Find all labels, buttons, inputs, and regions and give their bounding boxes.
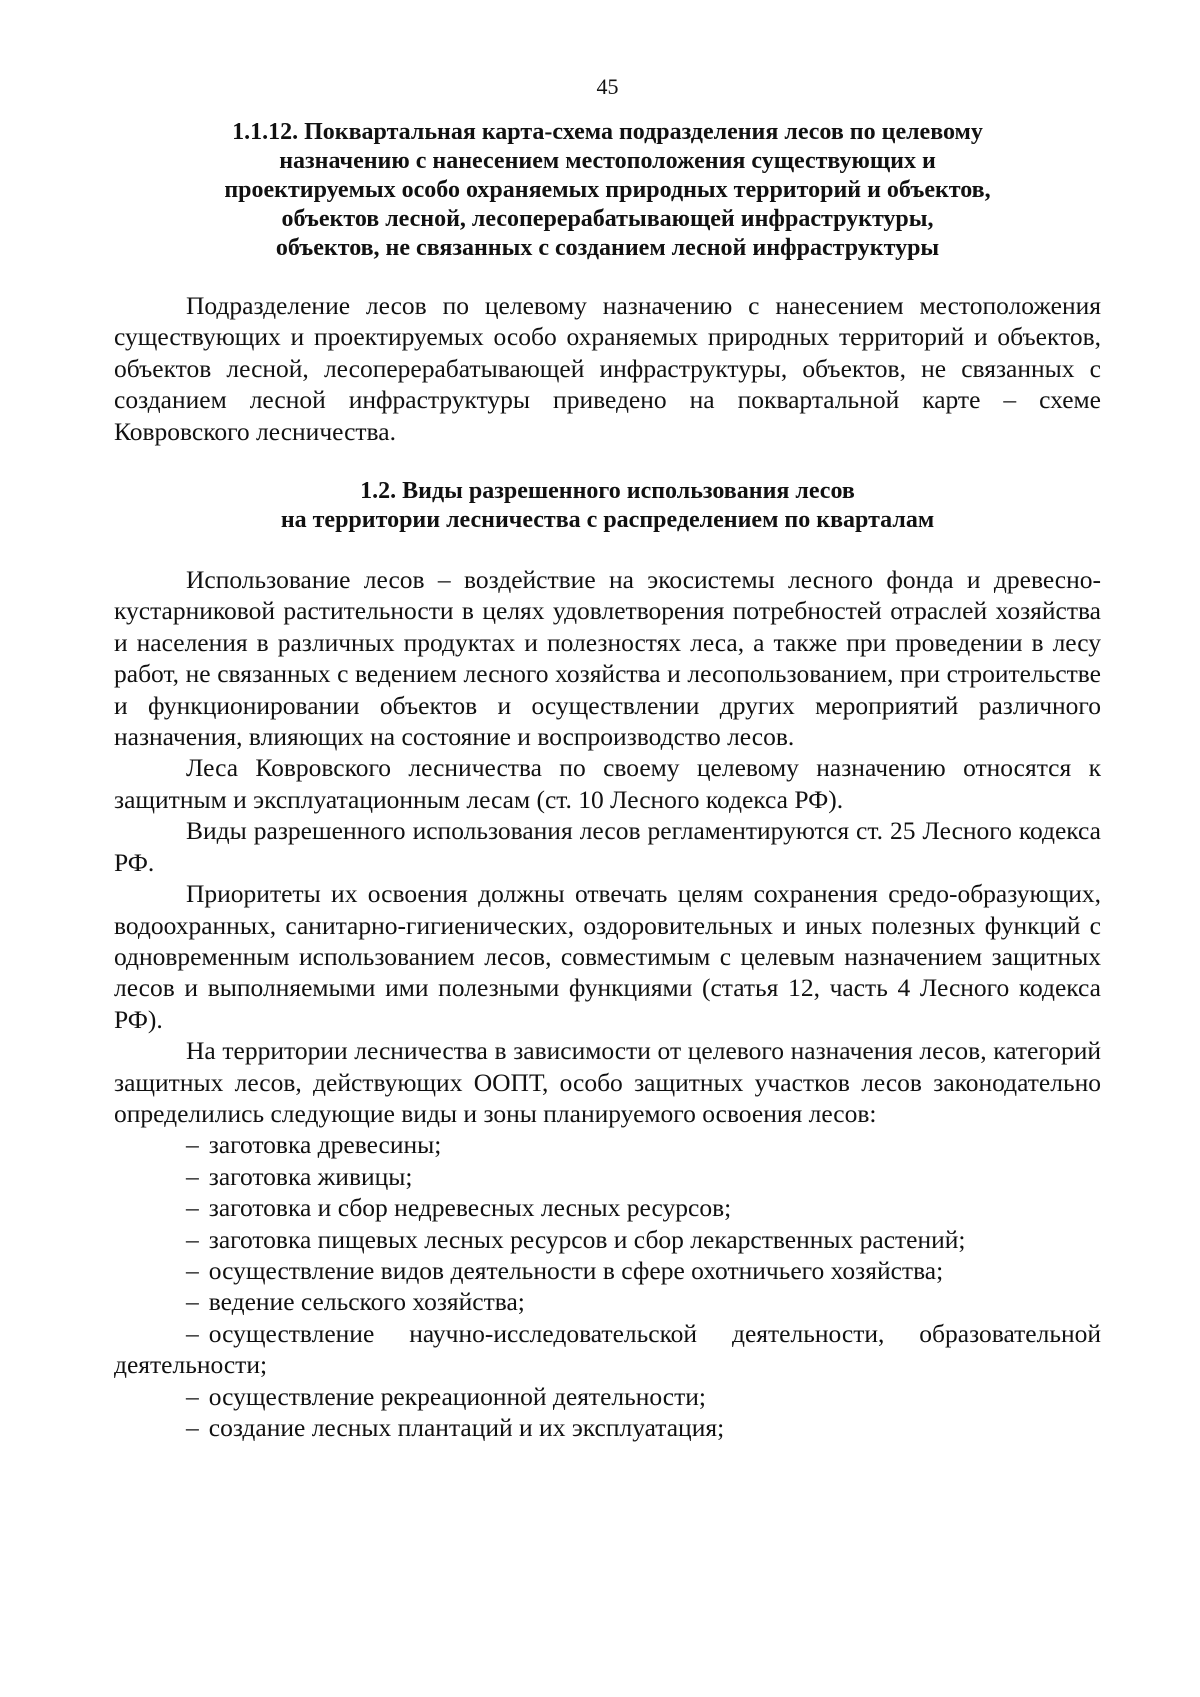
list-item-text: осуществление видов деятельности в сфере охотничьего хозяйства; [208,1255,944,1285]
list-item [114,1129,1101,1160]
list-item [114,1224,1101,1255]
list-item-text: заготовка пищевых лесных ресурсов и сбор лекарственных растений; [208,1224,966,1254]
body-paragraph: Использование лесов – воздействие на экосистемы лесного фонда и древесно-кустарниковой растительности в целях удовлетворения потребностей отраслей хозяйства и населения в различных продуктах и полезностях леса, а также при проведении в лесу работ, не связанных с ведением лесного хозяйства и лесопользованием, при строительстве и функционировании объектов и осуществлении других мероприятий различного назначения, влияющих на состояние и воспроизводство лесов. [114,565,1101,752]
heading-line: проектируемых особо охраняемых природных территорий и объектов, [224,177,991,203]
section-1-1-12-paragraph: Подразделение лесов по целевому назначению с нанесением местоположения существующих и проектируемых особо охраняемых природных территорий и объектов, объектов лесной, лесоперерабатывающей инфраструктуры, объектов, не связанных с созданием лесной инфраструктуры приведено на поквартальной карте – схеме Ковровского лесничества. [114,291,1101,446]
section-1-1-12-heading [114,118,1101,263]
body-paragraph: Виды разрешенного использования лесов регламентируются ст. 25 Лесного кодекса РФ. [114,816,1101,877]
list-dash: – [186,1413,199,1442]
list-item [114,1412,1101,1443]
heading-line: объектов, не связанных с созданием лесной инфраструктуры [275,235,940,261]
body-paragraph: Приоритеты их освоения должны отвечать целям сохранения средо-образующих, водоохранных, санитарно-гигиенических, оздоровительных и иных полезных функций с одновременным использованием лесов, совместимым с целевым назначением защитных лесов и выполняемыми ими полезными функциями (статья 12, часть 4 Лесного кодекса РФ). [114,879,1101,1034]
list-item-text: осуществление научно-исследовательской деятельности, образовательной деятельности; [114,1318,1101,1380]
list-item [114,1318,1101,1381]
list-item-text: осуществление рекреационной деятельности; [208,1381,706,1411]
list-dash: – [186,1161,199,1191]
heading-line: 1.2. Виды разрешенного использования лесов [360,478,855,505]
list-item-text: создание лесных плантаций и их эксплуатация; [208,1413,725,1442]
list-item-text: заготовка и сбор недревесных лесных ресурсов; [208,1193,732,1223]
body-paragraph: На территории лесничества в зависимости от целевого назначения лесов, категорий защитных лесов, действующих ООПТ, особо защитных участков лесов законодательно определились следующие виды и зоны планируемого освоения лесов: [114,1036,1101,1128]
list-dash: – [186,1130,199,1160]
list-item-text: заготовка живицы; [208,1161,413,1191]
list-dash: – [186,1287,199,1317]
list-item-text: ведение сельского хозяйства; [208,1287,525,1317]
list-dash: – [186,1318,199,1348]
heading-line: объектов лесной, лесоперерабатывающей инфраструктуры, [281,206,934,232]
list-dash: – [186,1193,199,1223]
list-dash: – [186,1224,199,1254]
list-item [114,1192,1101,1223]
list-item [114,1255,1101,1286]
list-item-text: заготовка древесины; [208,1130,442,1160]
heading-line: назначению с нанесением местоположения существующих и [279,148,936,174]
list-dash: – [186,1255,199,1285]
page-number: 45 [596,74,619,99]
heading-line: 1.1.12. Поквартальная карта-схема подразделения лесов по целевому [232,119,983,145]
heading-line: на территории лесничества с распределением по кварталам [280,507,935,534]
body-paragraph: Леса Ковровского лесничества по своему целевому назначению относятся к защитным и эксплуатационным лесам (ст. 10 Лесного кодекса РФ). [114,753,1101,814]
section-1-2-heading [114,477,1101,535]
list-item [114,1161,1101,1192]
list-item [114,1381,1101,1412]
usage-types-list [114,1129,1101,1443]
list-item [114,1286,1101,1317]
list-dash: – [186,1381,199,1411]
